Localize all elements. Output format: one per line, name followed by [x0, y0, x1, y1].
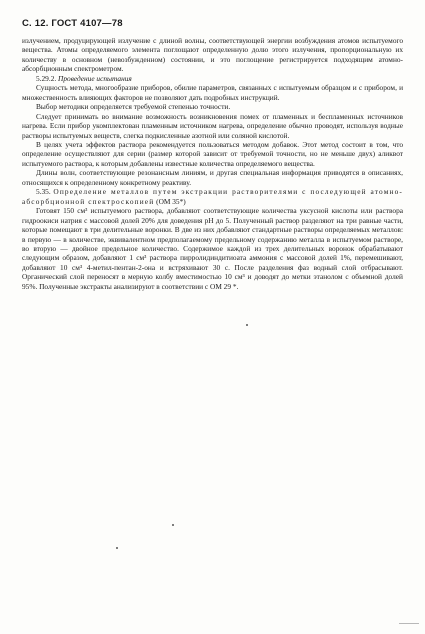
- scan-edge-mark: [399, 623, 419, 624]
- scan-speck: [172, 524, 174, 526]
- paragraph-additions: В целях учета эффектов раствора рекомендуется пользоваться методом добавок. Этот метод состоит в том, что определение осуществляют для серии (размер которой зависит от требуемой точности, но не меньше двух) аликвот испытуемого раствора, к которым добавлены известные количества определяемого вещества.: [22, 139, 403, 168]
- body-text: [22, 36, 403, 291]
- paragraph-essence: Сущность метода, многообразие приборов, обилие параметров, связанных с испытуемым образцом и с прибором, и множественность влияющих факторов не позволяют дать подробных инструкций.: [22, 83, 403, 102]
- section-title: Определение металлов путем экстракции растворителями с последующей атомно-абсорбционной спектроскопией: [22, 187, 403, 206]
- section-number: 5.35.: [36, 187, 51, 197]
- paragraph-continuation: излучением, продуцирующей излучение с длиной волны, соответствующей энергии возбуждения атомов испытуемого вещества. Атомы определяемого элемента поглощают определенную долю этого излучения, пропорциональную их количеству в основном (невозбужденном) состоянии, и это поглощение регистрируется подходящим атомно-абсорбционным спектрометром.: [22, 36, 403, 74]
- section-reference: (ОМ 35*): [156, 196, 186, 206]
- subsection-5-29-2: [22, 74, 403, 83]
- scan-speck: [116, 547, 118, 549]
- scan-speck: [246, 324, 248, 326]
- paragraph-interference: Следует принимать во внимание возможность возникновения помех от пламенных и беспламенных источников нагрева. Если прибор укомплектован пламенным источником нагрева, определение обычно проводят, используя водные растворы испытуемых веществ, слегка подкисленные азотной или соляной кислотой.: [22, 111, 403, 140]
- paragraph-wavelengths: Длины волн, соответствующие резонансным линиям, и другая специальная информация приводятся в описаниях, относящихся к определенному конкретному реактиву.: [22, 168, 403, 187]
- page-header: С. 12. ГОСТ 4107—78: [22, 18, 123, 29]
- subsection-number: 5.29.2.: [36, 73, 57, 83]
- subsection-title: Проведение испытания: [58, 73, 132, 83]
- paragraph-procedure: Готовят 150 см³ испытуемого раствора, добавляют соответствующие количества уксусной кислоты или раствора гидроокиси натрия с массовой долей 20% для доведения pH до 5. Полученный раствор разделяют на три равные части, которые помещают в три делительные воронки. В две из них добавляют стандартные растворы определяемых металлов: в первую — в количестве, эквивалентном предполагаемому предельному содержанию металла в испытуемом растворе, во вторую — двойное предельное количество. Содержимое каждой из трех делительных воронок обрабатывают следующим образом, добавляют 1 см³ раствора пирролидиндитиоата аммония с массовой долей 1%, перемешивают, добавляют 10 см³ 4-метил-пентан-2-она и встряхивают 30 с. После разделения фаз водный слой отбрасывают. Органический слой переносят в мерную колбу вместимостью 10 см³ и доводят до метки этанолом с объемной долей 95%. Полученные экстракты анализируют в соответствии с ОМ 29 *.: [22, 206, 403, 291]
- paragraph-method-choice: Выбор методики определяется требуемой степенью точности.: [36, 102, 231, 112]
- section-5-35-heading: [22, 187, 403, 206]
